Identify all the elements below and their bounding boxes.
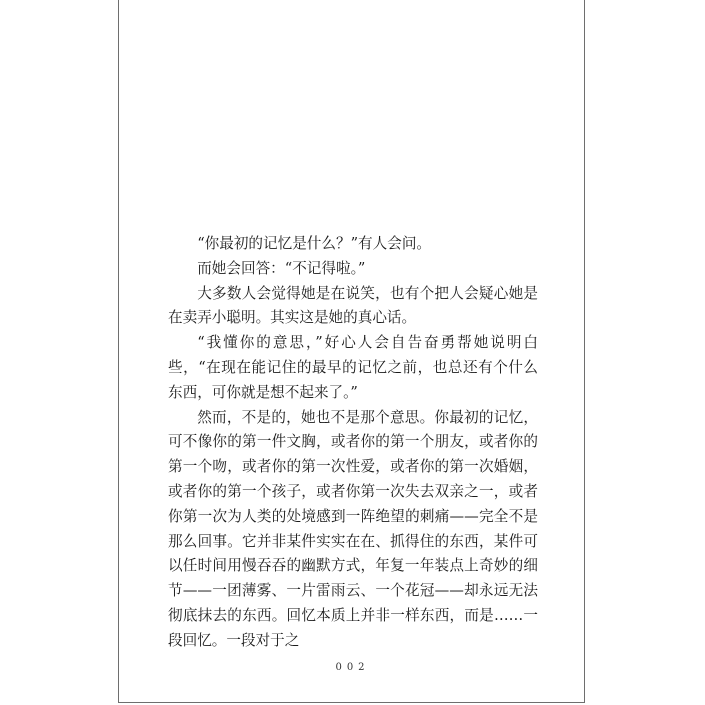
paragraph-2: 而她会回答：“不记得啦。” [197,259,366,277]
paragraph-3: 大多数人会觉得她是在说笑，也有个把人会疑心她是在卖弄小聪明。其实这是她的真心话。 [168,284,538,327]
paragraph-4: “我懂你的意思，”好心人会自告奋勇帮她说明白些，“在现在能记住的最早的记忆之前，也总还有个什么东西，可你就是想不起来了。” [168,334,538,401]
body-text [168,232,538,654]
page-number: 002 [335,662,370,673]
paragraph-5: 然而，不是的，她也不是那个意思。你最初的记忆，可不像你的第一件文胸，或者你的第一个朋友，或者你的第一个吻，或者你的第一次性爱，或者你的第一次婚姻，或者你的第一个孩子，或者你第一次失去双亲之一，或者你第一次为人类的处境感到一阵绝望的刺痛——完全不是那么回事。它并非某件实实在在、抓得住的东西，某件可以任时间用慢吞吞的幽默方式，年复一年装点上奇妙的细节——一团薄雾、一片雷雨云、一个花冠——却永远无法彻底抹去的东西。回忆本质上并非一样东西，而是……一段回忆。一段对于之 [168,408,538,649]
paragraph-1: “你最初的记忆是什么？”有人会问。 [197,235,432,252]
